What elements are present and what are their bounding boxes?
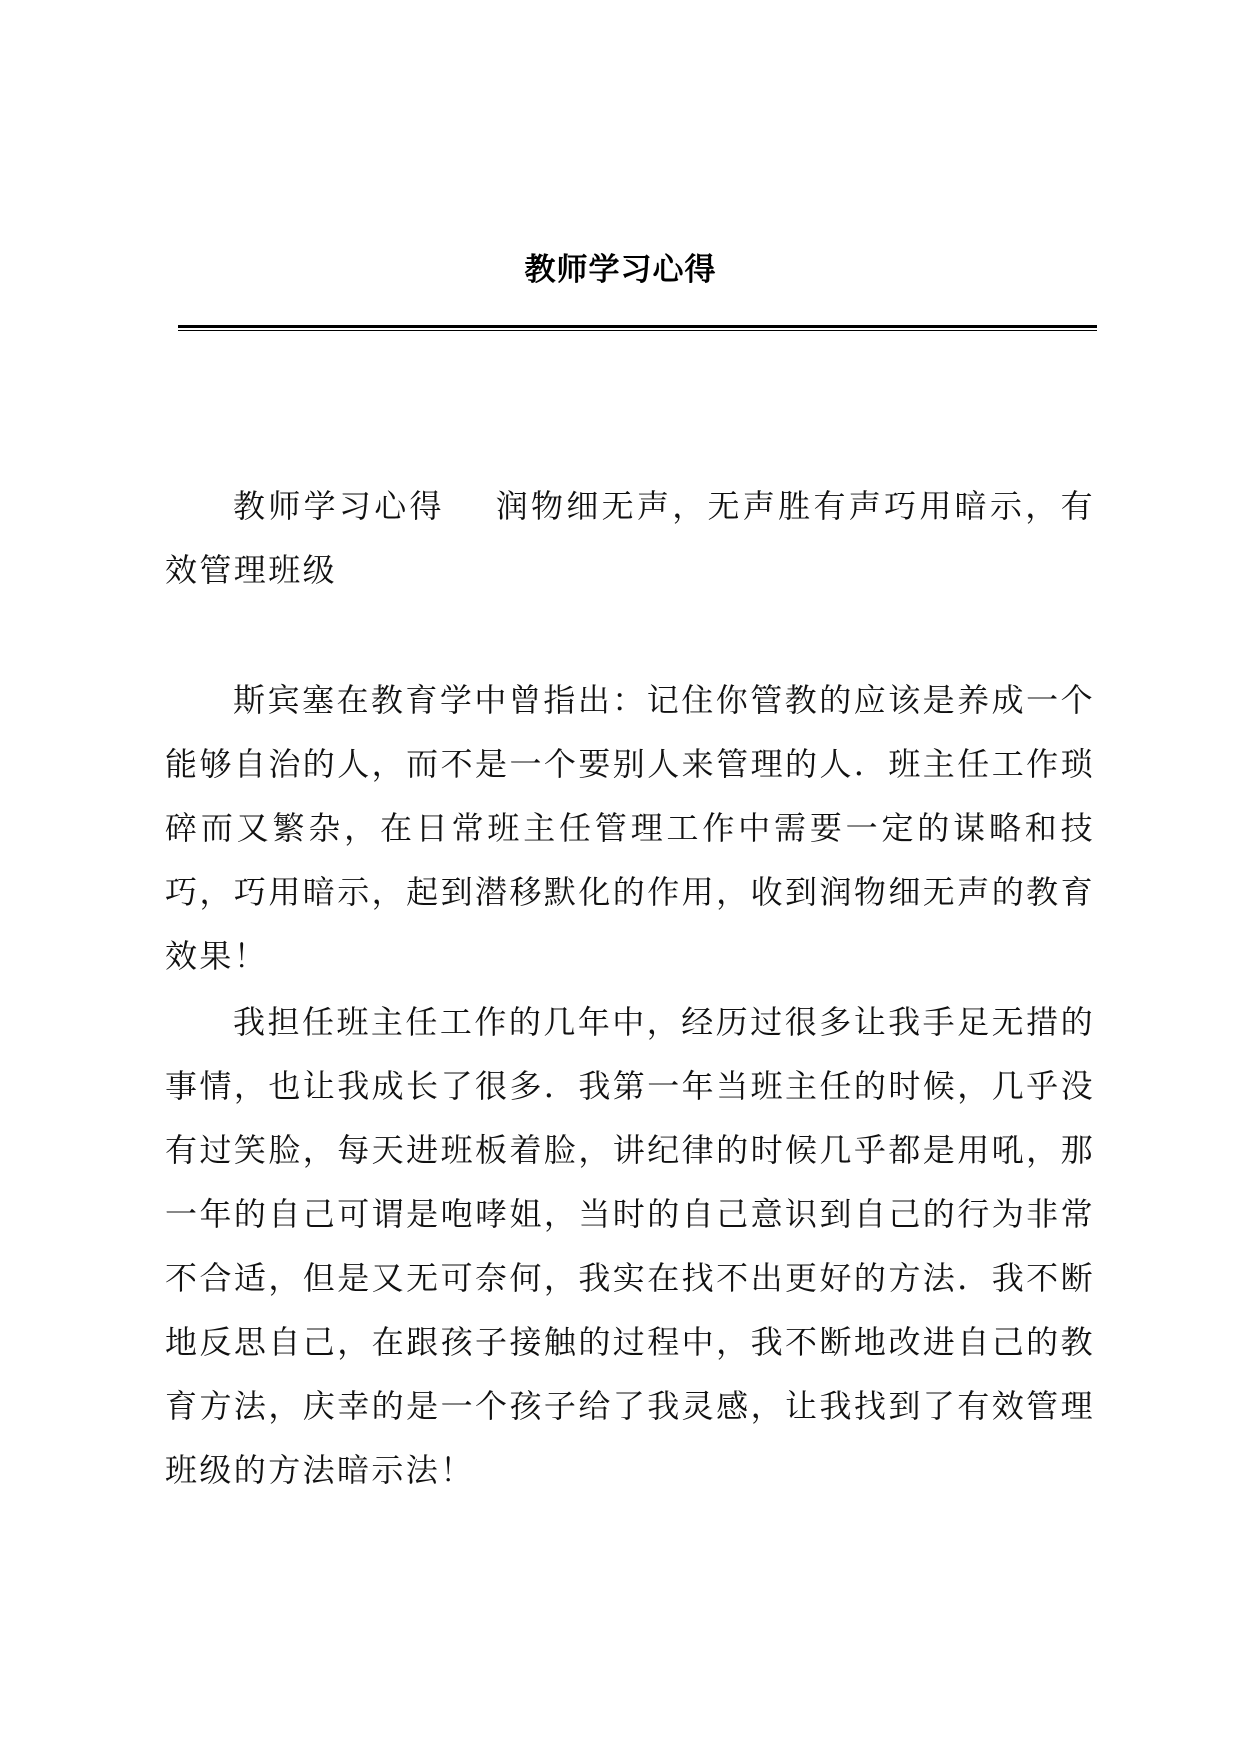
paragraph-intro-text: 润物细无声，无声胜有声巧用暗示，有效管理班级 (165, 487, 1095, 589)
paragraph-spencer-quote: 斯宾塞在教育学中曾指出：记住你管教的应该是养成一个能够自治的人，而不是一个要别人来管理的人．班主任工作琐碎而又繁杂，在日常班主任管理工作中需要一定的谋略和技巧，巧用暗示，起到潜移默化的作用，收到润物细无声的教育效果！ (165, 681, 1095, 975)
paragraph-experience: 我担任班主任工作的几年中，经历过很多让我手足无措的事情，也让我成长了很多．我第一年当班主任的时候，几乎没有过笑脸，每天进班板着脸，讲纪律的时候几乎都是用吼，那一年的自己可谓是咆哮姐，当时的自己意识到自己的行为非常不合适，但是又无可奈何，我实在找不出更好的方法．我不断地反思自己，在跟孩子接触的过程中，我不断地改进自己的教育方法，庆幸的是一个孩子给了我灵感，让我找到了有效管理班级的方法暗示法！ (165, 1003, 1095, 1489)
paragraph-intro (165, 474, 1095, 602)
document-title: 教师学习心得 (524, 252, 717, 288)
title-divider (178, 325, 1097, 331)
paragraph-intro-lead: 教师学习心得 (233, 487, 445, 525)
